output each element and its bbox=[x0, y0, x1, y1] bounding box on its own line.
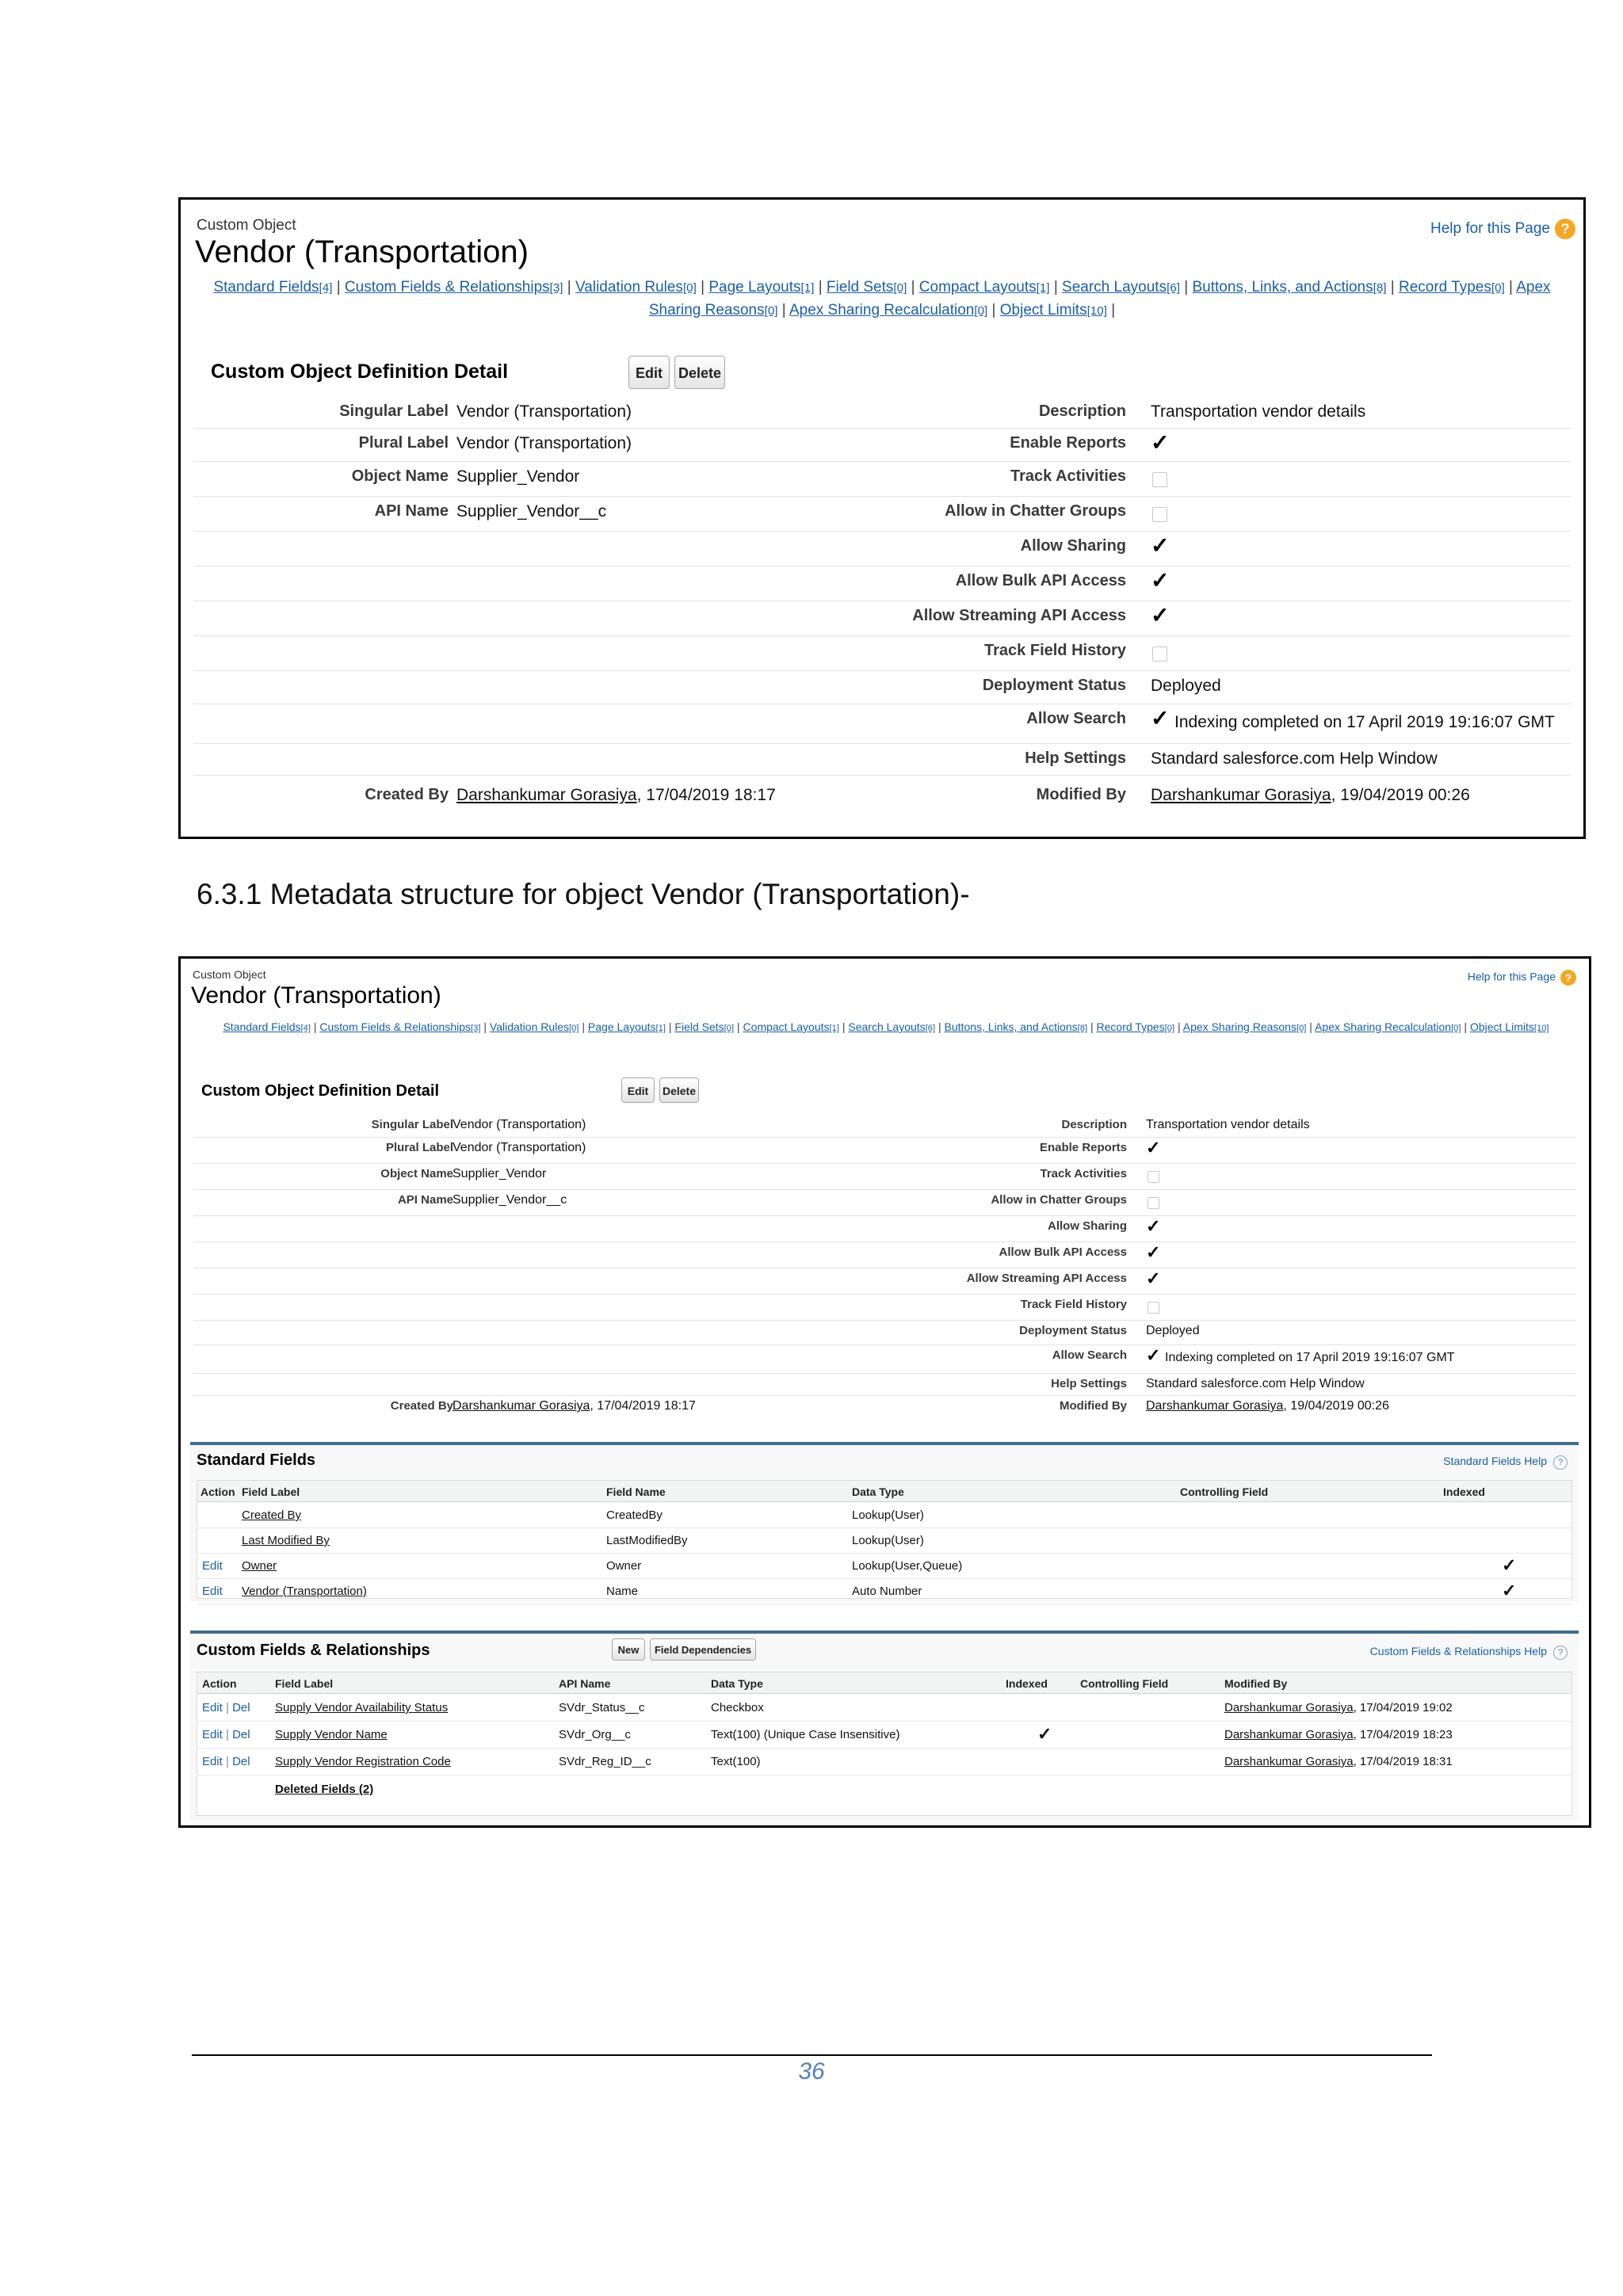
modified-by-date: , 19/04/2019 00:26 bbox=[1283, 1399, 1389, 1413]
indexed-check-icon: ✓ bbox=[1502, 1555, 1517, 1575]
related-link-record-types[interactable] bbox=[1097, 1020, 1175, 1033]
checkbox-checked-icon: ✓ bbox=[1151, 430, 1170, 455]
related-link-count: [0] bbox=[764, 304, 778, 318]
field-name-cell: Owner bbox=[606, 1559, 642, 1573]
related-link-label: Page Layouts bbox=[708, 279, 801, 296]
object-detail-screenshot-1 bbox=[178, 197, 1586, 839]
link-separator: | bbox=[814, 279, 827, 296]
column-header: Field Name bbox=[606, 1486, 666, 1498]
custom-fields-table bbox=[197, 1672, 1572, 1816]
api-name-cell: SVdr_Status__c bbox=[559, 1701, 645, 1714]
related-link-search-layouts[interactable] bbox=[848, 1020, 935, 1033]
related-link-object-limits[interactable] bbox=[1000, 302, 1107, 318]
field-value: Vendor (Transportation) bbox=[453, 1141, 586, 1154]
field-label-help-settings: Help Settings bbox=[1051, 1377, 1127, 1390]
related-link-count: [0] bbox=[1164, 1024, 1175, 1033]
field-label-object-name: Object Name bbox=[380, 1167, 453, 1180]
related-link-label: Buttons, Links, and Actions bbox=[1192, 279, 1373, 296]
help-icon: ? bbox=[1555, 219, 1575, 239]
field-label-track-activities: Track Activities bbox=[1040, 1167, 1127, 1180]
related-link-count: [4] bbox=[300, 1024, 311, 1033]
field-label-allow-in-chatter-groups: Allow in Chatter Groups bbox=[991, 1193, 1127, 1207]
link-separator: | bbox=[1386, 279, 1399, 296]
link-separator: | bbox=[310, 1020, 320, 1033]
related-link-standard-fields[interactable] bbox=[213, 279, 332, 296]
column-header: Indexed bbox=[1443, 1486, 1485, 1498]
standard-fields-panel bbox=[190, 1442, 1579, 1602]
related-link-count: [0] bbox=[724, 1024, 735, 1033]
related-link-compact-layouts[interactable] bbox=[919, 279, 1050, 296]
related-link-label: Field Sets bbox=[674, 1020, 724, 1033]
data-type-cell: Checkbox bbox=[711, 1701, 764, 1714]
related-link-label: Apex Sharing Recalculation bbox=[1315, 1020, 1452, 1033]
detail-row bbox=[193, 1241, 1576, 1268]
related-link-count: [0] bbox=[1296, 1024, 1307, 1033]
related-link-count: [0] bbox=[1491, 281, 1505, 295]
help-for-page-link[interactable] bbox=[1468, 970, 1576, 986]
field-label-cell bbox=[242, 1585, 367, 1598]
help-for-page-link[interactable] bbox=[1430, 219, 1575, 239]
detail-row bbox=[193, 635, 1571, 671]
field-value: Supplier_Vendor bbox=[453, 1167, 547, 1180]
related-link-label: Page Layouts bbox=[587, 1020, 656, 1033]
checkbox-unchecked-icon bbox=[1152, 646, 1167, 662]
link-separator: | bbox=[1174, 1020, 1183, 1033]
delete-action-link[interactable]: Del bbox=[232, 1728, 250, 1741]
field-label-plural-label: Plural Label bbox=[385, 1141, 453, 1154]
created-by-date: , 17/04/2019 18:17 bbox=[636, 786, 776, 804]
related-list-links bbox=[212, 276, 1552, 322]
related-link-standard-fields[interactable] bbox=[223, 1020, 311, 1033]
footer-divider bbox=[192, 2054, 1432, 2056]
field-label-plural-label: Plural Label bbox=[358, 434, 449, 452]
modified-by-value bbox=[1146, 1399, 1389, 1413]
modified-by-user-link[interactable]: Darshankumar Gorasiya bbox=[1151, 786, 1331, 804]
field-label-allow-search: Allow Search bbox=[1026, 710, 1126, 727]
help-icon: ? bbox=[1560, 970, 1576, 986]
field-value: Vendor (Transportation) bbox=[456, 402, 632, 421]
related-link-field-sets[interactable] bbox=[674, 1020, 734, 1033]
related-link-count: [0] bbox=[569, 1024, 579, 1033]
related-link-label: Compact Layouts bbox=[918, 279, 1037, 296]
field-label-singular-label: Singular Label bbox=[371, 1118, 453, 1131]
row-actions bbox=[202, 1755, 250, 1768]
checkbox-unchecked-icon bbox=[1152, 507, 1167, 522]
field-label-link[interactable]: Supply Vendor Registration Code bbox=[275, 1755, 451, 1768]
link-separator: | bbox=[935, 1020, 945, 1033]
link-separator: | bbox=[987, 302, 1000, 319]
checkbox-checked-icon: ✓ bbox=[1151, 568, 1170, 593]
edit-action-link[interactable]: Edit bbox=[202, 1559, 223, 1573]
delete-button[interactable]: Delete bbox=[674, 356, 725, 389]
field-label-api-name: API Name bbox=[374, 502, 449, 520]
related-link-label: Standard Fields bbox=[223, 1020, 301, 1033]
table-header bbox=[197, 1672, 1571, 1694]
related-link-validation-rules[interactable] bbox=[490, 1020, 579, 1033]
field-label-cell bbox=[242, 1508, 301, 1522]
field-label-allow-sharing: Allow Sharing bbox=[1047, 1219, 1127, 1233]
link-separator: | bbox=[480, 1020, 490, 1033]
modified-by-user-link[interactable]: Darshankumar Gorasiya bbox=[1146, 1399, 1284, 1413]
action-separator: | bbox=[222, 1701, 233, 1714]
field-label-allow-sharing: Allow Sharing bbox=[1020, 537, 1126, 555]
related-link-count: [8] bbox=[1373, 281, 1387, 295]
modified-date: , 17/04/2019 18:23 bbox=[1353, 1728, 1453, 1741]
help-link-text[interactable]: Help for this Page bbox=[1430, 220, 1550, 238]
detail-row bbox=[193, 1294, 1576, 1321]
field-value: Supplier_Vendor__c bbox=[456, 502, 607, 521]
column-header: Controlling Field bbox=[1080, 1677, 1169, 1690]
related-link-label: Validation Rules bbox=[489, 1020, 570, 1033]
related-link-label: Object Limits bbox=[999, 302, 1087, 319]
related-link-custom-fields-relationships[interactable] bbox=[319, 1020, 480, 1033]
related-link-label: Standard Fields bbox=[213, 279, 319, 296]
field-value: Supplier_Vendor__c bbox=[453, 1193, 567, 1207]
link-separator: | bbox=[1087, 1020, 1097, 1033]
related-link-apex-sharing-reasons[interactable] bbox=[1183, 1020, 1307, 1033]
related-link-count: [6] bbox=[925, 1024, 936, 1033]
field-label-description: Description bbox=[1061, 1118, 1127, 1131]
modified-by-user-link[interactable]: Darshankumar Gorasiya bbox=[1224, 1755, 1354, 1768]
modified-by-cell bbox=[1224, 1755, 1453, 1768]
column-header: API Name bbox=[559, 1677, 611, 1690]
related-link-label: Compact Layouts bbox=[743, 1020, 830, 1033]
related-link-label: Record Types bbox=[1096, 1020, 1165, 1033]
modified-by-user-link[interactable]: Darshankumar Gorasiya bbox=[1224, 1728, 1354, 1741]
data-type-cell: Text(100) bbox=[711, 1755, 761, 1768]
modified-by-value bbox=[1151, 786, 1470, 805]
related-link-buttons-links-and-actions[interactable] bbox=[1192, 279, 1386, 296]
link-separator: | bbox=[777, 302, 789, 319]
related-link-label: Buttons, Links, and Actions bbox=[944, 1020, 1078, 1033]
object-title: Vendor (Transportation) bbox=[191, 982, 441, 1009]
link-separator: | bbox=[579, 1020, 588, 1033]
field-label-enable-reports: Enable Reports bbox=[1010, 434, 1126, 452]
checkbox-checked-icon: ✓ bbox=[1146, 1268, 1161, 1288]
indexed-check-icon: ✓ bbox=[1037, 1724, 1052, 1744]
related-link-label: Object Limits bbox=[1469, 1020, 1534, 1033]
field-value: Transportation vendor details bbox=[1146, 1118, 1310, 1131]
checkbox-checked-icon: ✓ bbox=[1151, 533, 1170, 558]
detail-row bbox=[193, 1215, 1576, 1242]
data-type-cell: Text(100) (Unique Case Insensitive) bbox=[711, 1728, 900, 1741]
related-link-search-layouts[interactable] bbox=[1062, 279, 1180, 296]
related-link-label: Field Sets bbox=[826, 279, 894, 296]
field-label-track-field-history: Track Field History bbox=[984, 642, 1126, 659]
field-value: Supplier_Vendor bbox=[456, 467, 580, 486]
column-header: Field Label bbox=[275, 1677, 334, 1690]
link-separator: | bbox=[734, 1020, 743, 1033]
created-by-user-link[interactable]: Darshankumar Gorasiya bbox=[453, 1399, 590, 1413]
field-label-track-field-history: Track Field History bbox=[1020, 1298, 1127, 1311]
deleted-fields-link[interactable]: Deleted Fields (2) bbox=[275, 1783, 374, 1796]
created-by-user-link[interactable]: Darshankumar Gorasiya bbox=[456, 786, 637, 804]
field-name-cell: Name bbox=[606, 1585, 639, 1598]
field-label-link[interactable]: Supply Vendor Name bbox=[275, 1728, 388, 1741]
related-link-count: [10] bbox=[1533, 1024, 1549, 1033]
object-type-label: Custom Object bbox=[197, 217, 296, 234]
field-label-deployment-status: Deployment Status bbox=[1019, 1324, 1127, 1337]
delete-button[interactable]: Delete bbox=[659, 1077, 699, 1103]
created-by-value bbox=[456, 786, 776, 805]
field-label-allow-search: Allow Search bbox=[1052, 1348, 1127, 1362]
related-link-count: [0] bbox=[1451, 1024, 1461, 1033]
field-label-link[interactable]: Vendor (Transportation) bbox=[242, 1585, 367, 1598]
column-header: Data Type bbox=[852, 1486, 904, 1498]
related-link-buttons-links-and-actions[interactable] bbox=[945, 1020, 1088, 1033]
field-dependencies-button[interactable]: Field Dependencies bbox=[650, 1638, 756, 1661]
action-separator: | bbox=[222, 1728, 233, 1741]
related-link-count: [3] bbox=[471, 1024, 481, 1033]
column-header: Field Label bbox=[242, 1486, 300, 1498]
related-link-label: Search Layouts bbox=[1062, 279, 1167, 296]
field-label-allow-bulk-api-access: Allow Bulk API Access bbox=[999, 1245, 1127, 1259]
data-type-cell: Lookup(User) bbox=[852, 1508, 924, 1522]
modified-by-date: , 19/04/2019 00:26 bbox=[1331, 786, 1470, 804]
modified-by-user-link[interactable]: Darshankumar Gorasiya bbox=[1224, 1701, 1354, 1714]
detail-section-title: Custom Object Definition Detail bbox=[201, 1082, 440, 1100]
field-label-allow-bulk-api-access: Allow Bulk API Access bbox=[955, 572, 1126, 589]
delete-action-link[interactable]: Del bbox=[232, 1755, 250, 1768]
related-link-label: Custom Fields & Relationships bbox=[319, 1020, 472, 1033]
edit-action-link[interactable]: Edit bbox=[202, 1701, 223, 1714]
field-label-allow-streaming-api-access: Allow Streaming API Access bbox=[966, 1272, 1127, 1285]
api-name-cell: SVdr_Reg_ID__c bbox=[559, 1755, 651, 1768]
edit-action-link[interactable]: Edit bbox=[202, 1728, 223, 1741]
edit-action-link[interactable]: Edit bbox=[202, 1755, 223, 1768]
custom-fields-title: Custom Fields & Relationships bbox=[197, 1642, 430, 1659]
field-label-cell bbox=[275, 1728, 388, 1741]
modified-by-label: Modified By bbox=[1036, 786, 1126, 803]
created-by-value bbox=[453, 1399, 696, 1413]
checkbox-checked-icon: ✓ bbox=[1151, 706, 1170, 730]
related-link-page-layouts[interactable] bbox=[588, 1020, 666, 1033]
field-value: Standard salesforce.com Help Window bbox=[1151, 749, 1438, 768]
field-label-description: Description bbox=[1038, 402, 1126, 420]
field-value: Transportation vendor details bbox=[1151, 402, 1366, 421]
modified-date: , 17/04/2019 18:31 bbox=[1353, 1755, 1453, 1768]
modified-by-cell bbox=[1224, 1728, 1453, 1741]
related-link-apex-sharing-recalculation[interactable] bbox=[1315, 1020, 1461, 1033]
modified-by-label: Modified By bbox=[1060, 1399, 1127, 1413]
edit-button[interactable]: Edit bbox=[628, 356, 670, 389]
link-separator: | bbox=[1306, 1020, 1316, 1033]
edit-button[interactable]: Edit bbox=[621, 1077, 655, 1103]
new-field-button[interactable]: New bbox=[612, 1638, 645, 1661]
related-link-compact-layouts[interactable] bbox=[743, 1020, 839, 1033]
field-value: Standard salesforce.com Help Window bbox=[1146, 1377, 1365, 1390]
checkbox-unchecked-icon bbox=[1148, 1302, 1159, 1314]
link-separator: | bbox=[838, 1020, 849, 1033]
link-separator: | bbox=[332, 279, 345, 296]
field-name-cell: CreatedBy bbox=[606, 1508, 663, 1522]
help-icon: ? bbox=[1553, 1455, 1568, 1470]
column-header: Data Type bbox=[711, 1677, 763, 1690]
related-link-count: [0] bbox=[682, 281, 697, 295]
related-link-count: [4] bbox=[319, 281, 333, 295]
link-separator: | bbox=[1106, 302, 1116, 319]
created-by-date: , 17/04/2019 18:17 bbox=[590, 1399, 696, 1413]
custom-fields-help-text[interactable]: Custom Fields & Relationships Help bbox=[1369, 1645, 1547, 1657]
field-label-link[interactable]: Last Modified By bbox=[242, 1534, 330, 1547]
detail-row bbox=[193, 1373, 1576, 1396]
related-link-object-limits[interactable] bbox=[1470, 1020, 1549, 1033]
related-link-count: [1] bbox=[1036, 281, 1050, 295]
standard-fields-title: Standard Fields bbox=[197, 1451, 316, 1469]
help-link-text[interactable]: Help for this Page bbox=[1467, 970, 1556, 983]
page-number: 36 bbox=[798, 2058, 825, 2084]
related-link-count: [1] bbox=[800, 281, 815, 295]
modified-by-cell bbox=[1224, 1701, 1453, 1714]
related-link-label: Record Types bbox=[1399, 279, 1491, 296]
standard-fields-help-text[interactable]: Standard Fields Help bbox=[1443, 1455, 1547, 1467]
field-value: Deployed bbox=[1151, 677, 1221, 695]
related-link-validation-rules[interactable] bbox=[575, 279, 697, 296]
section-heading: 6.3.1 Metadata structure for object Vendor (Transportation)- bbox=[197, 878, 970, 910]
related-link-label: Apex Sharing Reasons bbox=[1182, 1020, 1296, 1033]
created-by-label: Created By bbox=[365, 786, 449, 803]
related-link-count: [10] bbox=[1086, 304, 1107, 318]
link-separator: | bbox=[1461, 1020, 1470, 1033]
checkbox-checked-icon: ✓ bbox=[1146, 1138, 1161, 1158]
checkbox-checked-icon: ✓ bbox=[1146, 1216, 1161, 1236]
related-link-label: Custom Fields & Relationships bbox=[344, 279, 550, 296]
related-link-count: [0] bbox=[974, 304, 988, 318]
data-type-cell: Lookup(User,Queue) bbox=[852, 1559, 963, 1573]
related-list-links bbox=[197, 1019, 1575, 1036]
detail-row bbox=[193, 1320, 1576, 1345]
related-link-label: Apex Sharing Recalculation bbox=[789, 302, 975, 319]
column-header: Action bbox=[202, 1677, 237, 1690]
link-separator: | bbox=[563, 279, 576, 296]
created-by-label: Created By bbox=[390, 1399, 453, 1413]
related-link-count: [0] bbox=[893, 281, 907, 295]
related-link-custom-fields-relationships[interactable] bbox=[345, 279, 563, 296]
custom-fields-panel bbox=[190, 1630, 1579, 1821]
link-separator: | bbox=[907, 279, 919, 296]
field-label-allow-streaming-api-access: Allow Streaming API Access bbox=[912, 607, 1126, 624]
checkbox-unchecked-icon bbox=[1148, 1197, 1159, 1209]
field-label-deployment-status: Deployment Status bbox=[982, 677, 1126, 694]
link-separator: | bbox=[696, 279, 709, 296]
link-separator: | bbox=[1504, 279, 1517, 296]
checkbox-checked-icon: ✓ bbox=[1146, 1345, 1161, 1365]
field-label-api-name: API Name bbox=[397, 1193, 453, 1207]
delete-action-link[interactable]: Del bbox=[232, 1701, 250, 1714]
checkbox-checked-icon: ✓ bbox=[1151, 603, 1170, 627]
standard-fields-help-link[interactable] bbox=[1443, 1455, 1568, 1470]
detail-row bbox=[193, 601, 1571, 636]
data-type-cell: Auto Number bbox=[852, 1585, 922, 1598]
help-icon: ? bbox=[1553, 1646, 1568, 1660]
link-separator: | bbox=[666, 1020, 675, 1033]
related-link-record-types[interactable] bbox=[1399, 279, 1505, 296]
related-link-count: [1] bbox=[829, 1024, 839, 1033]
field-value: Indexing completed on 17 April 2019 19:16:07 GMT bbox=[1174, 713, 1555, 731]
detail-row bbox=[193, 531, 1571, 566]
edit-action-link[interactable]: Edit bbox=[202, 1585, 223, 1598]
related-link-count: [6] bbox=[1167, 281, 1180, 295]
related-link-label: Validation Rules bbox=[575, 279, 683, 296]
link-separator: | bbox=[1179, 279, 1193, 296]
related-link-apex-sharing-recalculation[interactable] bbox=[789, 302, 987, 318]
related-link-count: [8] bbox=[1077, 1024, 1088, 1033]
field-label-singular-label: Singular Label bbox=[339, 402, 449, 420]
detail-row bbox=[193, 670, 1571, 704]
related-link-page-layouts[interactable] bbox=[708, 279, 814, 296]
modified-date: , 17/04/2019 19:02 bbox=[1353, 1701, 1453, 1714]
field-value: Vendor (Transportation) bbox=[456, 434, 632, 452]
field-label-link[interactable]: Supply Vendor Availability Status bbox=[275, 1701, 449, 1714]
custom-fields-help-link[interactable] bbox=[1370, 1645, 1568, 1660]
checkbox-unchecked-icon bbox=[1148, 1171, 1159, 1183]
field-name-cell: LastModifiedBy bbox=[606, 1534, 688, 1547]
detail-section-title: Custom Object Definition Detail bbox=[211, 360, 509, 383]
row-actions bbox=[202, 1728, 250, 1741]
object-type-label: Custom Object bbox=[193, 968, 266, 981]
field-label-enable-reports: Enable Reports bbox=[1039, 1141, 1127, 1154]
action-separator: | bbox=[222, 1755, 233, 1768]
checkbox-checked-icon: ✓ bbox=[1146, 1242, 1161, 1262]
field-label-cell bbox=[275, 1701, 448, 1714]
object-detail-screenshot-2 bbox=[178, 956, 1591, 1828]
column-header: Indexed bbox=[1006, 1677, 1048, 1690]
standard-fields-table bbox=[197, 1480, 1572, 1599]
detail-row bbox=[193, 1268, 1576, 1295]
related-link-count: [3] bbox=[549, 281, 563, 295]
detail-row bbox=[193, 566, 1571, 601]
link-separator: | bbox=[1049, 279, 1063, 296]
field-label-help-settings: Help Settings bbox=[1025, 749, 1126, 767]
field-label-cell bbox=[242, 1559, 277, 1573]
related-link-count: [1] bbox=[655, 1024, 666, 1033]
column-header: Modified By bbox=[1224, 1677, 1288, 1690]
api-name-cell: SVdr_Org__c bbox=[559, 1728, 631, 1741]
field-label-object-name: Object Name bbox=[351, 467, 449, 485]
related-link-label: Apex Sharing Reasons bbox=[648, 279, 1551, 319]
column-header: Action bbox=[200, 1486, 235, 1498]
field-label-track-activities: Track Activities bbox=[1010, 467, 1126, 485]
related-link-field-sets[interactable] bbox=[827, 279, 907, 296]
field-label-cell bbox=[242, 1534, 330, 1547]
checkbox-unchecked-icon bbox=[1152, 472, 1167, 487]
indexed-check-icon: ✓ bbox=[1502, 1581, 1517, 1600]
column-header: Controlling Field bbox=[1180, 1486, 1269, 1498]
object-title: Vendor (Transportation) bbox=[195, 235, 529, 269]
field-label-cell bbox=[275, 1755, 451, 1768]
field-label-link[interactable]: Created By bbox=[242, 1508, 302, 1522]
row-actions bbox=[202, 1701, 250, 1714]
field-value: Deployed bbox=[1146, 1324, 1200, 1337]
field-value: Vendor (Transportation) bbox=[453, 1118, 586, 1131]
field-label-allow-in-chatter-groups: Allow in Chatter Groups bbox=[945, 502, 1126, 520]
related-link-label: Search Layouts bbox=[848, 1020, 926, 1033]
field-value: Indexing completed on 17 April 2019 19:16:07 GMT bbox=[1165, 1351, 1455, 1364]
field-label-link[interactable]: Owner bbox=[242, 1559, 277, 1573]
data-type-cell: Lookup(User) bbox=[852, 1534, 924, 1547]
